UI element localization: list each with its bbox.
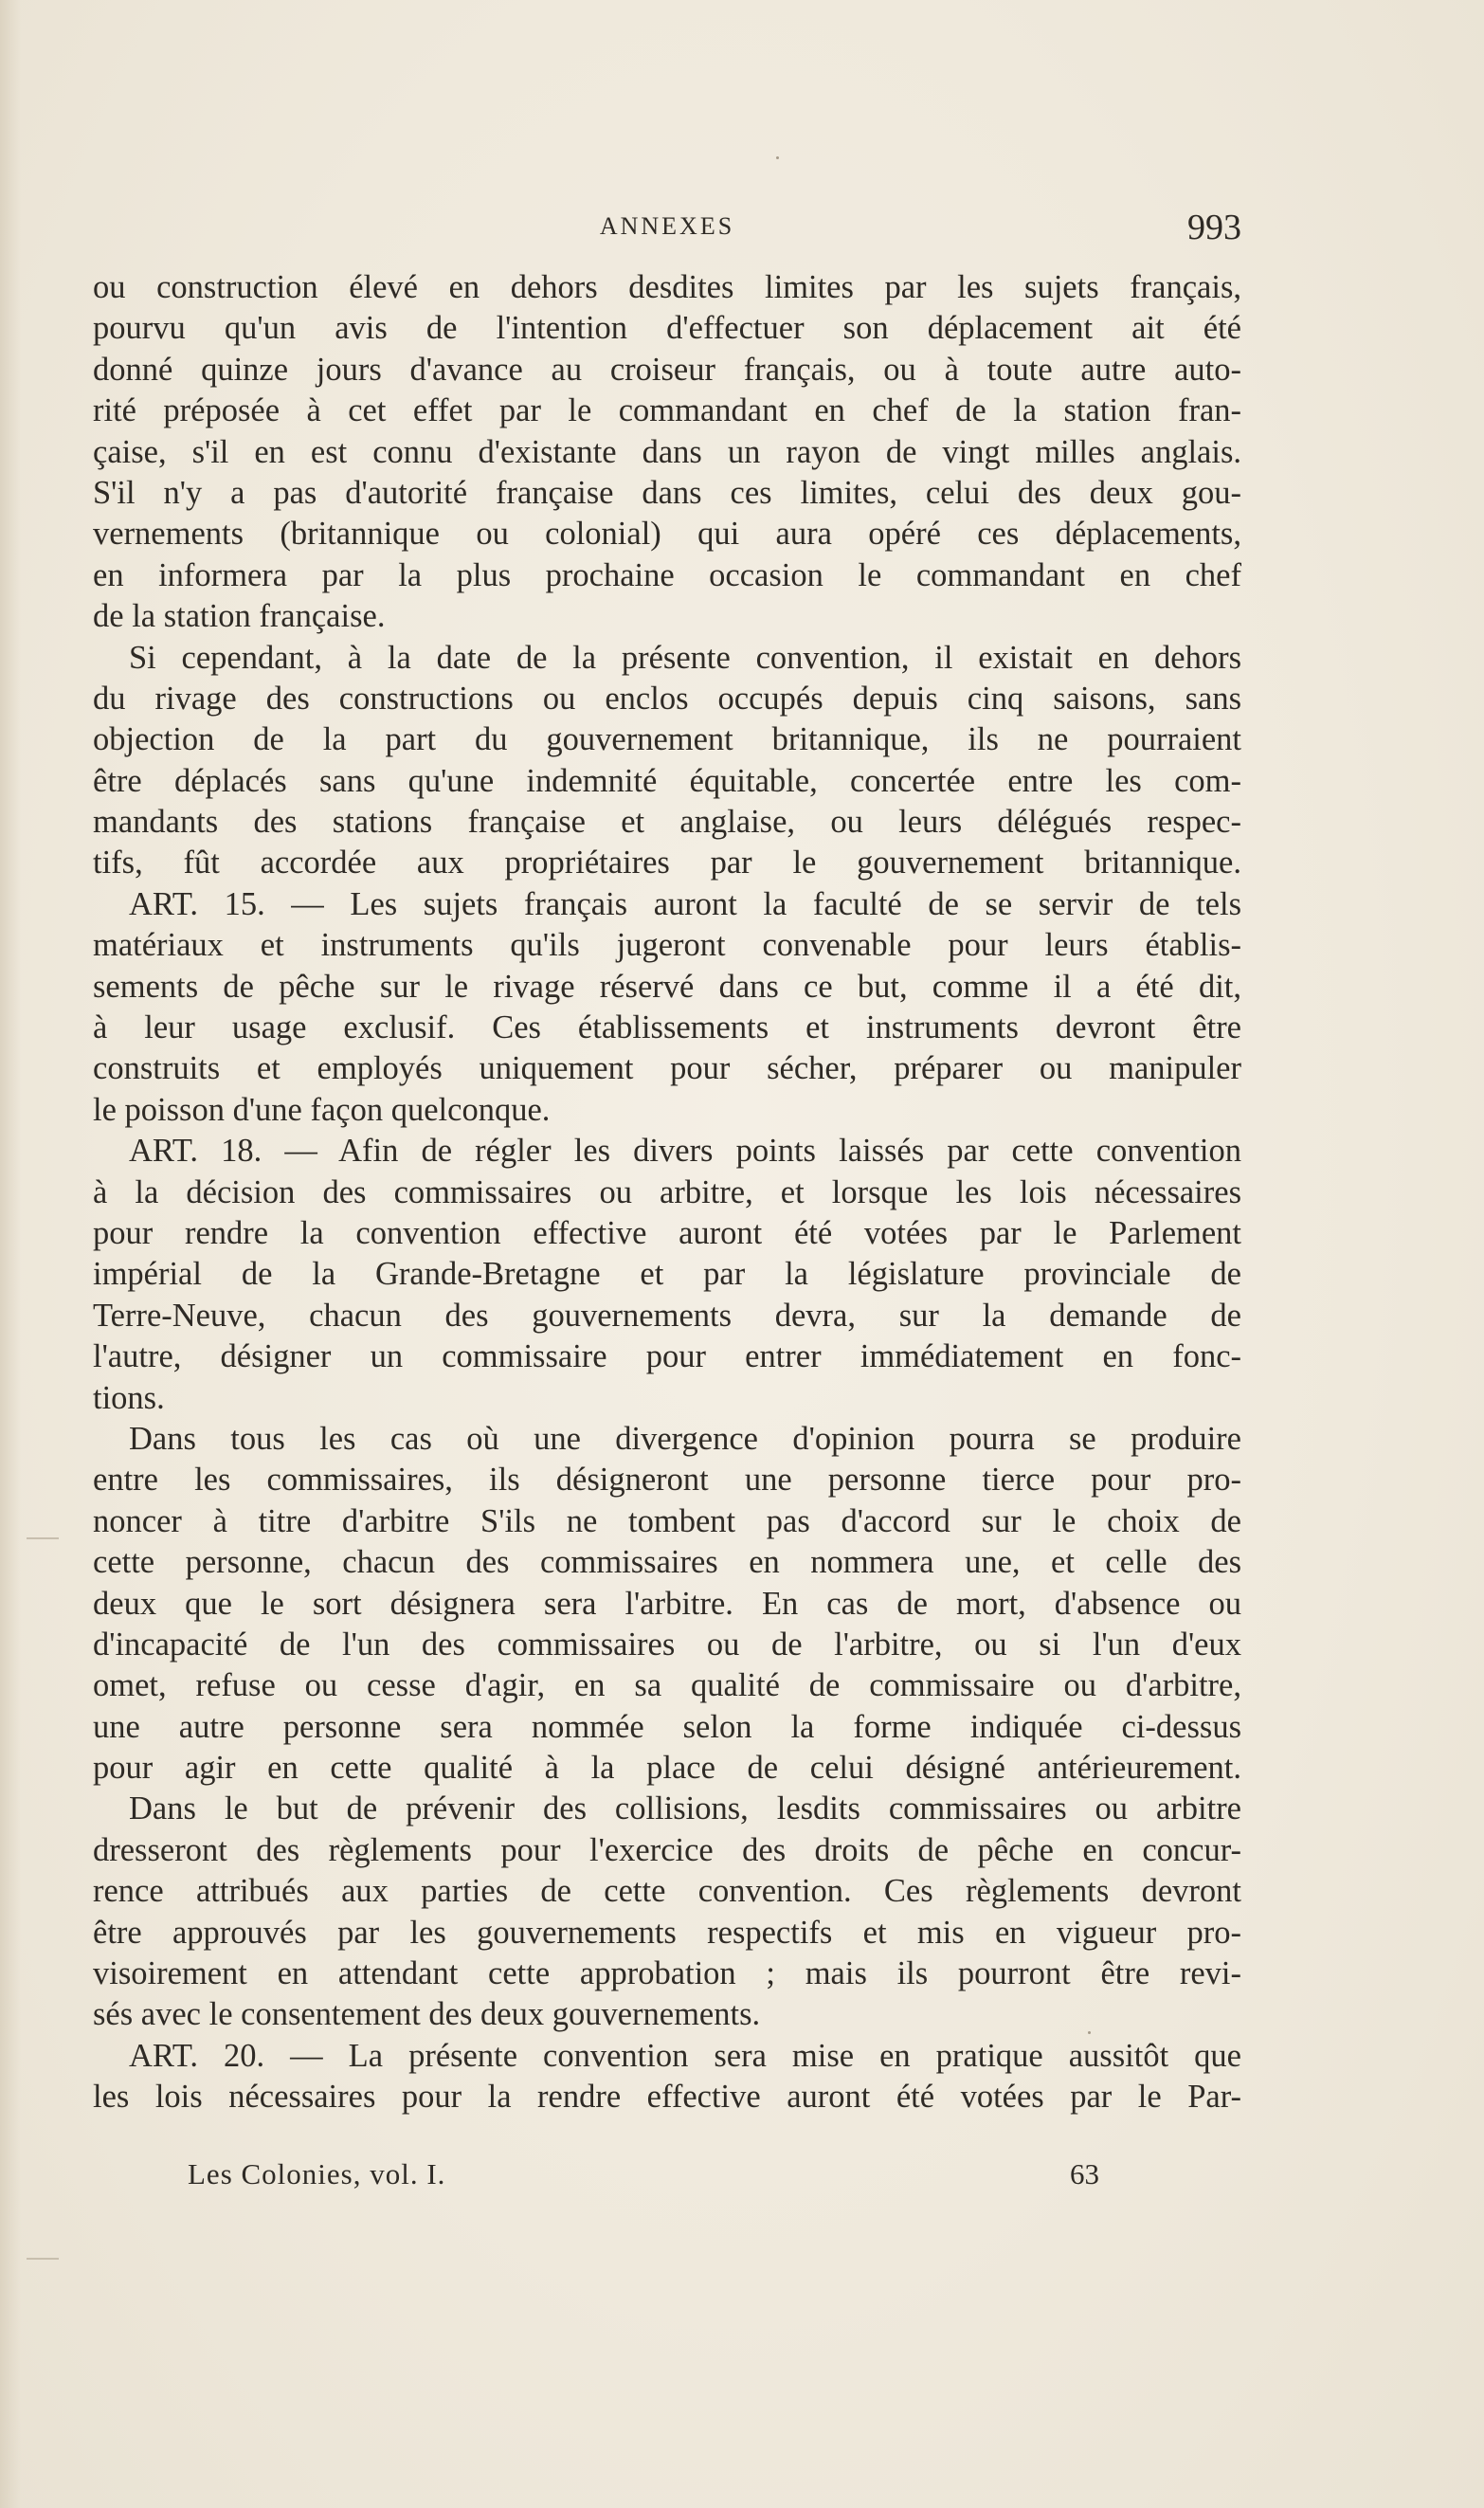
text-line: de la station française. [93, 598, 386, 635]
text-line: dresseront des règlements pour l'exercice des droits de pêche en concur- [93, 1831, 1241, 1868]
text-line: rité préposée à cet effet par le commandant en chef de la station fran- [93, 392, 1241, 429]
text-line: ART. 20. — La présente convention sera mise en pratique aussitôt que [129, 2037, 1241, 2074]
text-line: çaise, s'il en est connu d'existante dans un rayon de vingt milles anglais. [93, 433, 1241, 470]
text-line: visoirement en attendant cette approbation ; mais ils pourront être revi- [93, 1955, 1241, 1992]
text-line: ART. 18. — Afin de régler les divers points laissés par cette convention [129, 1133, 1241, 1170]
text-line: être approuvés par les gouvernements respectifs et mis en vigueur pro- [93, 1914, 1241, 1951]
text-line: sements de pêche sur le rivage réservé dans ce but, comme il a été dit, [93, 968, 1241, 1005]
page-footer [188, 2157, 1099, 2195]
text-line: pour agir en cette qualité à la place de celui désigné antérieurement. [93, 1750, 1241, 1787]
gutter-shadow [0, 0, 21, 2508]
text-line: tions. [93, 1379, 165, 1416]
text-line: Dans le but de prévenir des collisions, lesdits commissaires ou arbitre [129, 1790, 1241, 1827]
text-line: S'il n'y a pas d'autorité française dans ces limites, celui des deux gou- [93, 474, 1241, 511]
text-line: tifs, fût accordée aux propriétaires par le gouvernement britannique. [93, 845, 1241, 881]
text-line: le poisson d'une façon quelconque. [93, 1091, 551, 1128]
text-line: matériaux et instruments qu'ils jugeront convenable pour leurs établis- [93, 927, 1241, 964]
text-line: ou construction élevé en dehors desdites limites par les sujets français, [93, 269, 1241, 305]
text-line: noncer à titre d'arbitre S'ils ne tombent pas d'accord sur le choix de [93, 1502, 1241, 1539]
text-line: une autre personne sera nommée selon la forme indiquée ci-dessus [93, 1708, 1241, 1745]
text-line: l'autre, désigner un commissaire pour entrer immédiatement en fonc- [93, 1338, 1241, 1375]
text-line: à la décision des commissaires ou arbitre, et lorsque les lois nécessaires [93, 1173, 1241, 1210]
text-line: Si cependant, à la date de la présente convention, il existait en dehors [129, 639, 1241, 676]
page-header [93, 207, 1241, 260]
text-line: Terre-Neuve, chacun des gouvernements devra, sur la demande de [93, 1297, 1241, 1334]
text-line: omet, refuse ou cesse d'agir, en sa qualité de commissaire ou d'arbitre, [93, 1667, 1241, 1704]
text-line: du rivage des constructions ou enclos occupés depuis cinq saisons, sans [93, 680, 1241, 717]
text-line: cette personne, chacun des commissaires en nommera une, et celle des [93, 1544, 1241, 1581]
page-number: 993 [1187, 208, 1241, 247]
text-line: donné quinze jours d'avance au croiseur français, ou à toute autre auto- [93, 351, 1241, 388]
printer-signature: Les Colonies, vol. I. [188, 2157, 446, 2190]
text-line: rence attribués aux parties de cette convention. Ces règlements devront [93, 1873, 1241, 1910]
text-line: Dans tous les cas où une divergence d'opinion pourra se produire [129, 1420, 1241, 1457]
margin-mark [27, 1537, 59, 1539]
text-line: construits et employés uniquement pour sécher, préparer ou manipuler [93, 1050, 1241, 1087]
paper-speck [776, 156, 779, 159]
text-line: vernements (britannique ou colonial) qui aura opéré ces déplacements, [93, 516, 1241, 553]
text-line: ART. 15. — Les sujets français auront la faculté de se servir de tels [129, 885, 1241, 922]
sheet-number: 63 [1070, 2157, 1099, 2190]
text-line: mandants des stations française et anglaise, ou leurs délégués respec- [93, 804, 1241, 841]
text-line: impérial de la Grande-Bretagne et par la législature provinciale de [93, 1256, 1241, 1293]
text-line: à leur usage exclusif. Ces établissements et instruments devront être [93, 1009, 1241, 1046]
text-line: entre les commissaires, ils désigneront une personne tierce pour pro- [93, 1462, 1241, 1499]
running-head: ANNEXES [599, 212, 735, 240]
body-text [93, 267, 1241, 2118]
text-line: être déplacés sans qu'une indemnité équitable, concertée entre les com- [93, 762, 1241, 799]
text-line: pourvu qu'un avis de l'intention d'effectuer son déplacement ait été [93, 310, 1241, 347]
margin-mark [27, 2258, 59, 2260]
text-line: objection de la part du gouvernement britannique, ils ne pourraient [93, 721, 1241, 758]
text-line: deux que le sort désignera sera l'arbitre. En cas de mort, d'absence ou [93, 1585, 1241, 1622]
text-line: les lois nécessaires pour la rendre effective auront été votées par le Par- [93, 2079, 1241, 2116]
text-line: sés avec le consentement des deux gouvernements. [93, 1996, 761, 2033]
text-line: d'incapacité de l'un des commissaires ou de l'arbitre, ou si l'un d'eux [93, 1626, 1241, 1663]
text-line: pour rendre la convention effective auront été votées par le Parlement [93, 1214, 1241, 1251]
text-line: en informera par la plus prochaine occasion le commandant en chef [93, 556, 1241, 593]
